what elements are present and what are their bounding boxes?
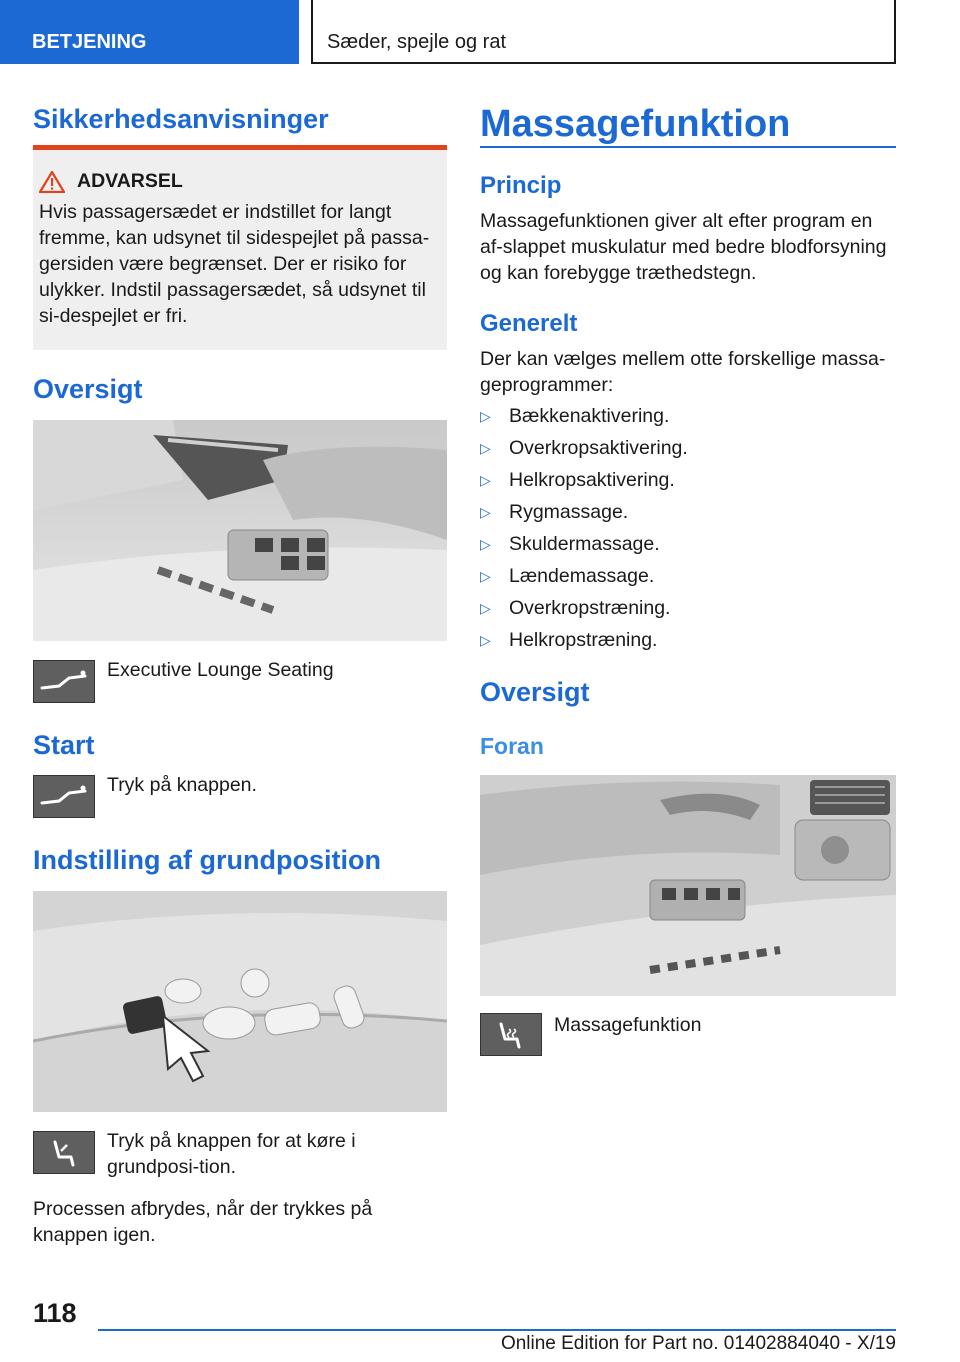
principle-heading: Princip — [480, 172, 562, 199]
list-item: ▷ Overkropsaktivering. — [480, 432, 896, 464]
list-item: ▷ Bækkenaktivering. — [480, 400, 896, 432]
bullet-triangle-icon: ▷ — [480, 440, 491, 456]
warning-box — [33, 145, 447, 350]
front-heading: Foran — [480, 733, 544, 759]
lounge-seat-icon — [33, 660, 95, 703]
bullet-triangle-icon: ▷ — [480, 632, 491, 648]
list-item: ▷ Skuldermassage. — [480, 528, 896, 560]
start-heading: Start — [33, 730, 95, 760]
front-door-image — [480, 775, 896, 996]
door-panel-image — [33, 420, 447, 641]
bullet-triangle-icon: ▷ — [480, 536, 491, 552]
basic-icon-caption: Tryk på knappen for at køre i grundposi-tion. — [107, 1130, 356, 1178]
page-number: 118 — [33, 1298, 77, 1328]
overview-icon-caption: Executive Lounge Seating — [107, 659, 334, 681]
safety-heading: Sikkerhedsanvisninger — [33, 104, 329, 134]
list-item: ▷ Lændemassage. — [480, 560, 896, 592]
warning-title — [39, 170, 439, 193]
basic-position-heading: Indstilling af grundposition — [33, 845, 381, 875]
warning-text: Hvis passagersædet er indstillet for langt fremme, kan udsynet til sidespejlet på passa-gersiden være begrænset. Der er risiko for ulykker. Indstil passagersædet, så udsynet til si-despejlet er fri. — [39, 201, 430, 327]
chapter-tab[interactable]: BETJENING — [0, 0, 299, 64]
bullet-triangle-icon: ▷ — [480, 472, 491, 488]
edition-text: Online Edition for Part no. 01402884040 - X/19 — [500, 1333, 896, 1354]
basic-note: Processen afbrydes, når der trykkes på knappen igen. — [33, 1198, 373, 1246]
warning-label: ADVARSEL — [77, 170, 183, 192]
seat-controls-image — [33, 891, 447, 1112]
list-item: ▷ Helkropstræning. — [480, 624, 896, 656]
list-item: ▷ Helkropsaktivering. — [480, 464, 896, 496]
list-item: ▷ Overkropstræning. — [480, 592, 896, 624]
title-rule — [480, 146, 896, 148]
principle-text: Massagefunktionen giver alt efter program en af-slappet muskulatur med bedre blodforsyning og kan forebygge træthedstegn. — [480, 210, 887, 284]
massage-title: Massagefunktion — [480, 103, 791, 145]
massage-icon-caption: Massagefunktion — [554, 1014, 702, 1036]
lounge-seat-icon-start[interactable] — [33, 775, 95, 818]
seat-basic-position-icon[interactable] — [33, 1131, 95, 1174]
massage-icon[interactable] — [480, 1013, 542, 1056]
bullet-triangle-icon: ▷ — [480, 568, 491, 584]
overview-heading-right: Oversigt — [480, 677, 590, 707]
bullet-triangle-icon: ▷ — [480, 600, 491, 616]
warning-triangle-icon — [39, 171, 65, 193]
bullet-triangle-icon: ▷ — [480, 504, 491, 520]
section-title: Sæder, spejle og rat — [311, 0, 896, 64]
overview-heading-left: Oversigt — [33, 374, 143, 404]
general-heading: Generelt — [480, 310, 578, 337]
list-item: ▷ Rygmassage. — [480, 496, 896, 528]
general-text: Der kan vælges mellem otte forskellige massa-geprogrammer: — [480, 348, 886, 396]
program-list — [480, 400, 896, 656]
bullet-triangle-icon: ▷ — [480, 408, 491, 424]
start-icon-caption: Tryk på knappen. — [107, 774, 257, 796]
